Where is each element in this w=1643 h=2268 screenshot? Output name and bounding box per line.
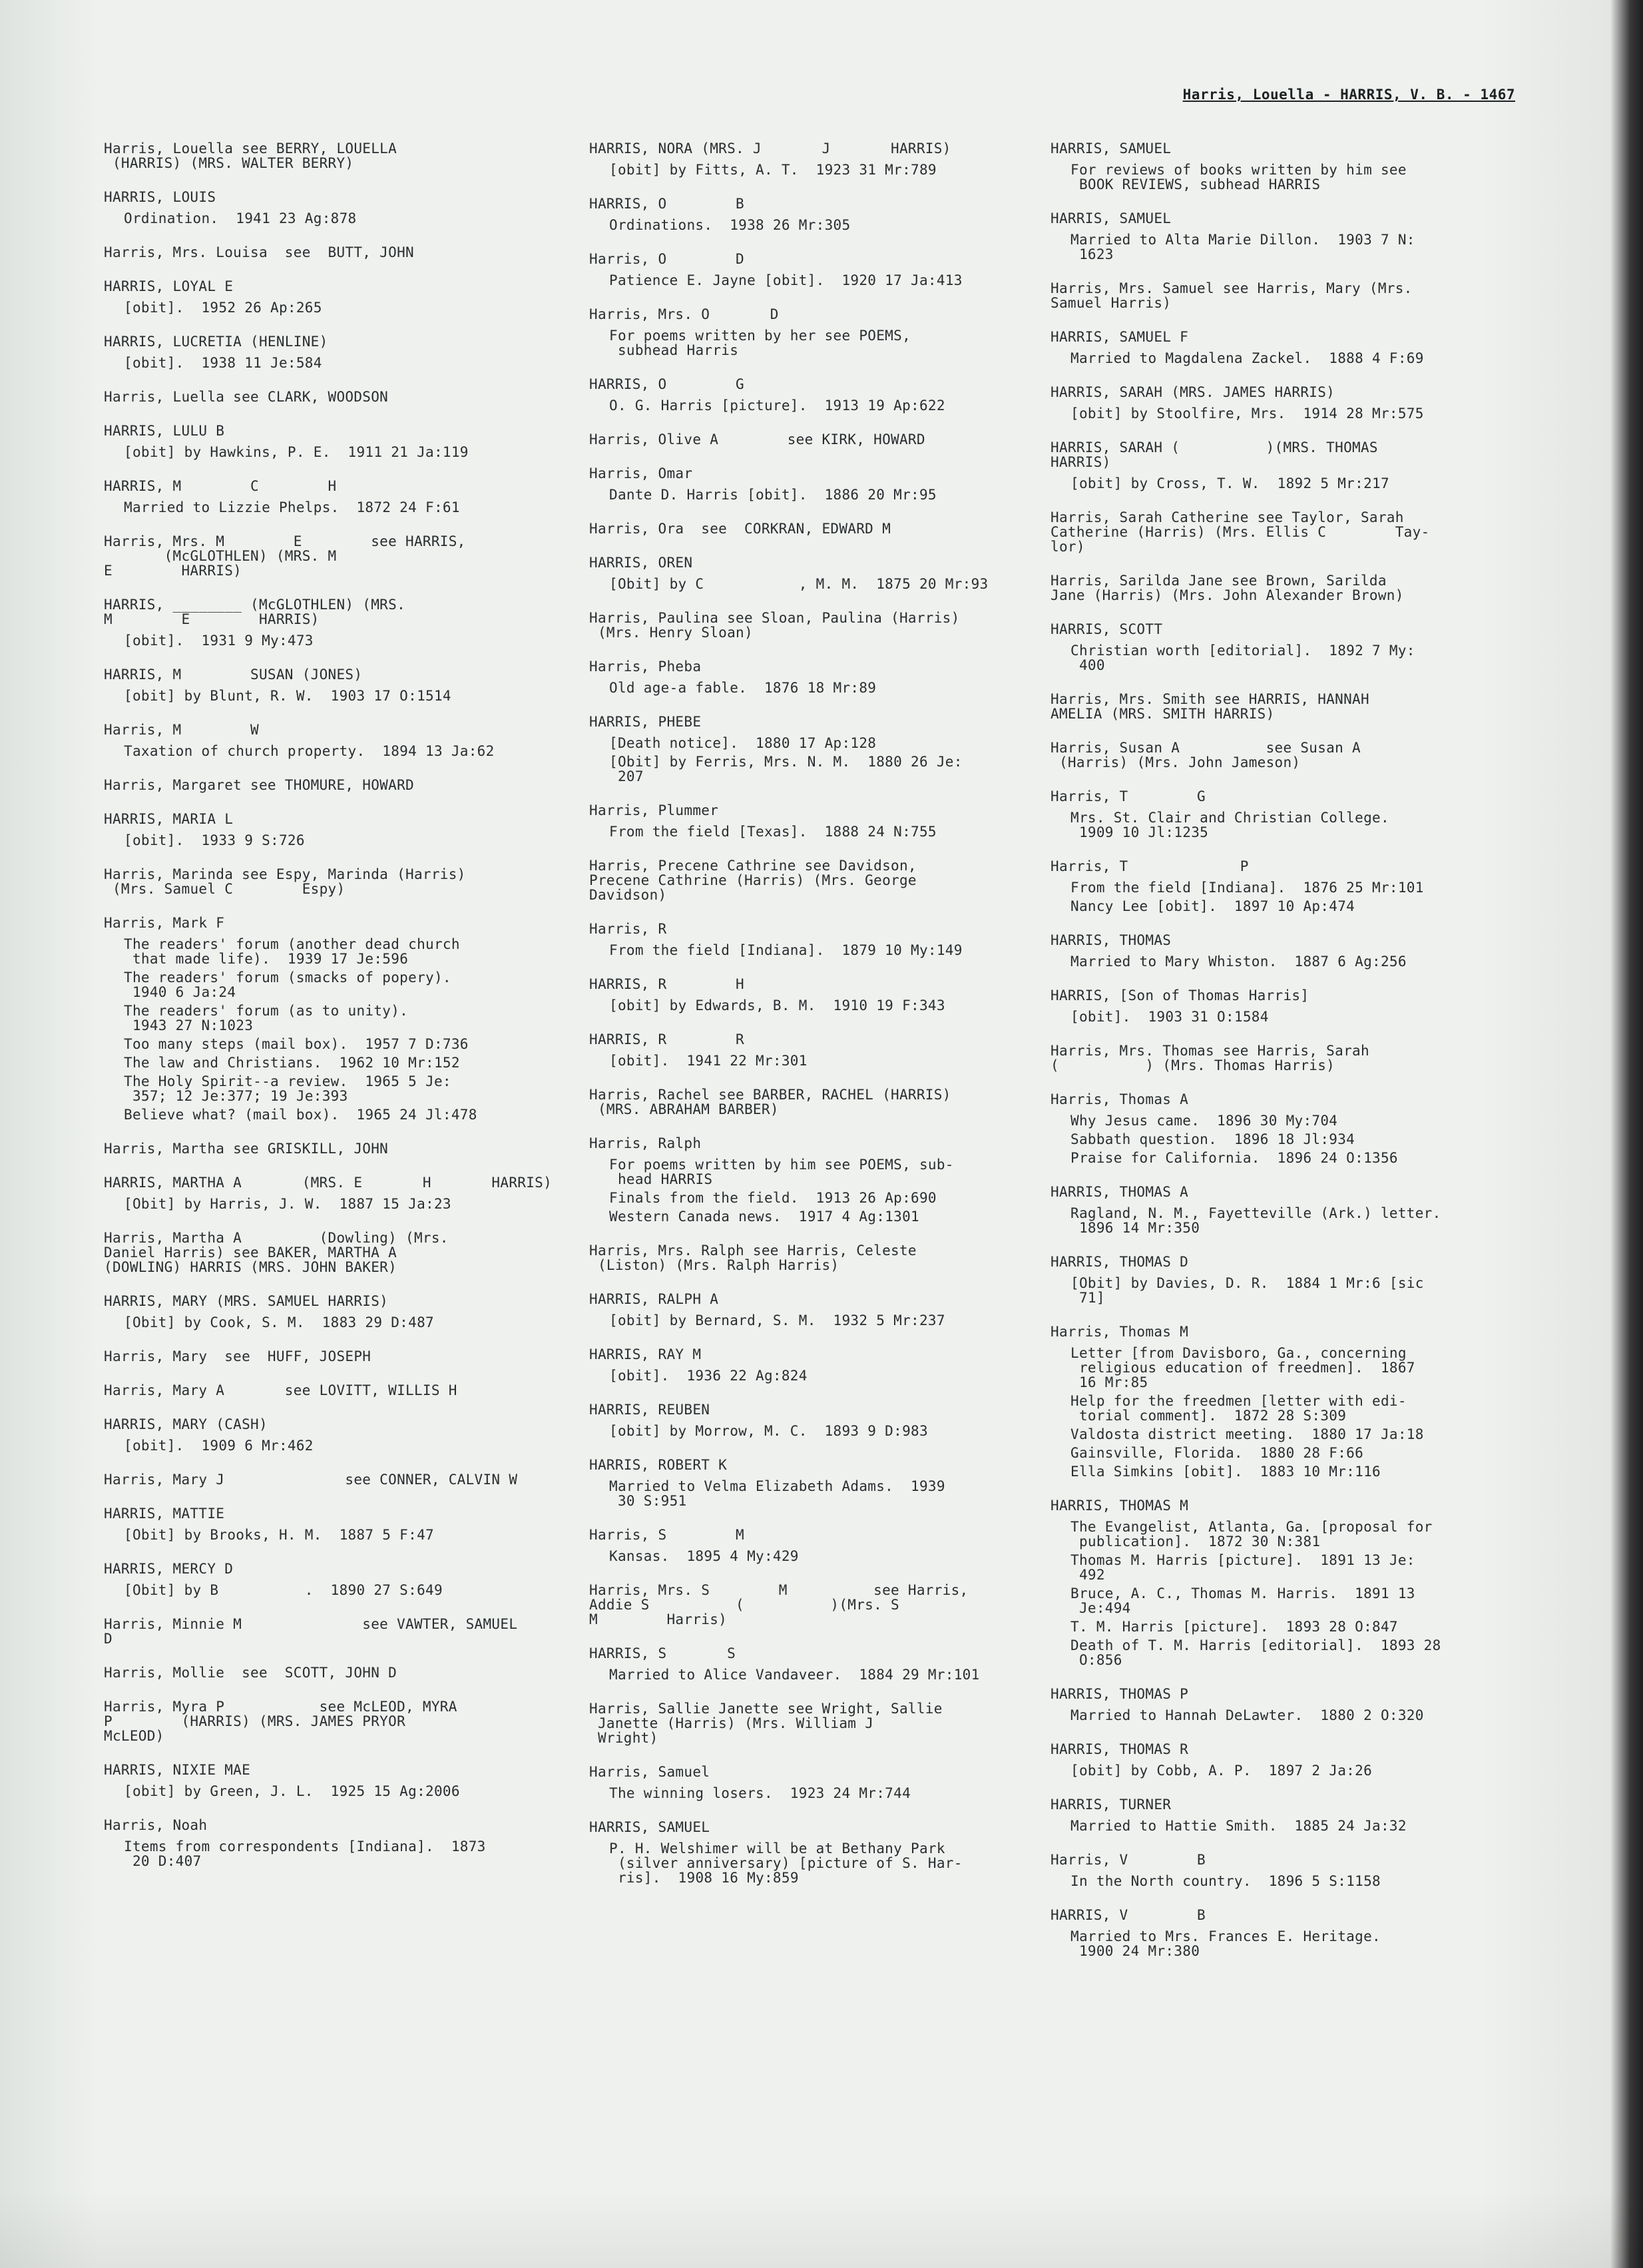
entry-heading: HARRIS, THOMAS M (1051, 1498, 1189, 1514)
entry-citation: Letter [from Davisboro, Ga., concerning religious education of freedmen]. 1867 16 Mr:85 (1070, 1345, 1415, 1390)
entry-heading: HARRIS, SARAH ( )(MRS. THOMAS HARRIS) (1051, 439, 1378, 470)
index-entry (104, 424, 583, 459)
index-entry (104, 1231, 583, 1275)
entry-heading: Harris, Rachel see BARBER, RACHEL (HARRIS) (MRS. ABRAHAM BARBER) (589, 1087, 951, 1117)
entry-heading: HARRIS, RALPH A (589, 1291, 719, 1307)
entry-heading: HARRIS, S S (589, 1645, 736, 1661)
entry-heading: Harris, Mrs. Thomas see Harris, Sarah ( ) (Mrs. Thomas Harris) (1051, 1043, 1369, 1073)
index-column-2 (589, 141, 1068, 1904)
index-entry (589, 1701, 1068, 1745)
entry-heading: HARRIS, M C H (104, 478, 337, 494)
entry-citation: Finals from the field. 1913 26 Ap:690 (609, 1190, 937, 1206)
index-entry (1051, 1324, 1530, 1479)
entry-heading: Harris, R (589, 921, 667, 937)
index-entry (1051, 622, 1530, 673)
entry-citation: Bruce, A. C., Thomas M. Harris. 1891 13 Je:494 (1070, 1585, 1415, 1616)
entry-heading: Harris, Thomas M (1051, 1324, 1189, 1340)
entry-citation: [obit] by Fitts, A. T. 1923 31 Mr:789 (609, 162, 937, 178)
entry-citation: From the field [Indiana]. 1879 10 My:149 (609, 942, 963, 958)
entry-heading: HARRIS, SAMUEL F (1051, 329, 1189, 345)
entry-heading: Harris, S M (589, 1527, 744, 1543)
index-entry (589, 1402, 1068, 1438)
entry-heading: HARRIS, PHEBE (589, 714, 702, 730)
entry-heading: HARRIS, M SUSAN (JONES) (104, 667, 363, 683)
entry-citation: Kansas. 1895 4 My:429 (609, 1548, 799, 1564)
entry-citation: From the field [Indiana]. 1876 25 Mr:101 (1070, 880, 1424, 896)
index-entry (104, 1818, 583, 1868)
entry-heading: Harris, Myra P see McLEOD, MYRA P (HARRIS) (MRS. JAMES PRYOR McLEOD) (104, 1699, 457, 1744)
entry-heading: HARRIS, R R (589, 1031, 744, 1047)
entry-heading: HARRIS, THOMAS P (1051, 1686, 1189, 1702)
index-entry (589, 1820, 1068, 1885)
index-entry (1051, 141, 1530, 192)
index-entry (589, 611, 1068, 640)
entry-heading: Harris, T G (1051, 788, 1206, 804)
index-column-3 (1051, 141, 1530, 1978)
entry-citation: [Obit] by Brooks, H. M. 1887 5 F:47 (124, 1527, 434, 1543)
entry-citation: [Death notice]. 1880 17 Ap:128 (609, 735, 877, 751)
index-entry (1051, 1255, 1530, 1305)
index-entry (1051, 510, 1530, 554)
index-entry (104, 334, 583, 370)
entry-heading: Harris, Sarilda Jane see Brown, Sarilda Jane (Harris) (Mrs. John Alexander Brown) (1051, 573, 1404, 603)
entry-citation: Married to Alice Vandaveer. 1884 29 Mr:101 (609, 1667, 980, 1683)
index-entry (104, 867, 583, 896)
entry-citation: The winning losers. 1923 24 Mr:744 (609, 1785, 911, 1801)
index-entry (104, 916, 583, 1122)
entry-heading: Harris, Sallie Janette see Wright, Sallie Janette (Harris) (Mrs. William J Wright) (589, 1701, 943, 1746)
entry-heading: Harris, Olive A see KIRK, HOWARD (589, 431, 925, 447)
index-entry (589, 466, 1068, 502)
index-entry (1051, 1185, 1530, 1235)
entry-heading: HARRIS, LOUIS (104, 189, 216, 205)
entry-heading: HARRIS, NIXIE MAE (104, 1762, 251, 1778)
index-entry (1051, 1742, 1530, 1778)
index-entry (1051, 440, 1530, 491)
index-entry (104, 1383, 583, 1398)
index-entry (1051, 1687, 1530, 1723)
entry-heading: HARRIS, SAMUEL (589, 1819, 710, 1835)
entry-citation: [obit] by Bernard, S. M. 1932 5 Mr:237 (609, 1312, 945, 1328)
index-entry (589, 1646, 1068, 1682)
entry-citation: Married to Lizzie Phelps. 1872 24 F:61 (124, 499, 460, 515)
entry-citation: The readers' forum (smacks of popery). 1940 6 Ja:24 (124, 970, 451, 1000)
index-entry (589, 377, 1068, 413)
entry-citation: [Obit] by Harris, J. W. 1887 15 Ja:23 (124, 1196, 451, 1212)
entry-heading: HARRIS, OREN (589, 555, 693, 571)
index-entry (1051, 1908, 1530, 1958)
entry-citation: Ella Simkins [obit]. 1883 10 Mr:116 (1070, 1464, 1381, 1480)
entry-citation: Ordination. 1941 23 Ag:878 (124, 210, 357, 226)
entry-heading: HARRIS, LOYAL E (104, 278, 234, 294)
entry-heading: HARRIS, LULU B (104, 423, 225, 439)
index-entry (589, 1032, 1068, 1068)
entry-heading: Harris, Mrs. M E see HARRIS, (McGLOTHLEN) (MRS. M E HARRIS) (104, 533, 466, 579)
entry-heading: Harris, Precene Cathrine see Davidson, Precene Cathrine (Harris) (Mrs. George Davidson) (589, 858, 917, 903)
index-entry (104, 1617, 583, 1646)
entry-citation: [Obit] by Ferris, Mrs. N. M. 1880 26 Je: 207 (609, 754, 963, 784)
index-entry (1051, 281, 1530, 310)
entry-heading: HARRIS, O G (589, 376, 744, 392)
entry-heading: Harris, Plummer (589, 802, 719, 818)
entry-heading: Harris, Sarah Catherine see Taylor, Sarah Catherine (Harris) (Mrs. Ellis C Tay- lor) (1051, 509, 1430, 555)
index-entry (104, 279, 583, 315)
index-entry (589, 659, 1068, 695)
entry-heading: Harris, T P (1051, 858, 1249, 874)
entry-heading: HARRIS, REUBEN (589, 1402, 710, 1418)
entry-heading: HARRIS, SAMUEL (1051, 210, 1172, 226)
entry-heading: Harris, Margaret see THOMURE, HOWARD (104, 777, 414, 793)
entry-citation: Married to Hattie Smith. 1885 24 Ja:32 (1070, 1818, 1407, 1834)
entry-citation: Sabbath question. 1896 18 Jl:934 (1070, 1131, 1355, 1147)
entry-citation: [obit]. 1952 26 Ap:265 (124, 300, 322, 316)
entry-citation: Thomas M. Harris [picture]. 1891 13 Je: 492 (1070, 1552, 1415, 1583)
index-entry (104, 245, 583, 260)
entry-heading: Harris, Mrs. Louisa see BUTT, JOHN (104, 244, 414, 260)
entry-citation: Ragland, N. M., Fayetteville (Ark.) letter. 1896 14 Mr:350 (1070, 1205, 1441, 1236)
entry-heading: Harris, Mary A see LOVITT, WILLIS H (104, 1382, 457, 1398)
entry-citation: T. M. Harris [picture]. 1893 28 O:847 (1070, 1619, 1398, 1635)
index-entry (589, 1347, 1068, 1383)
entry-heading: HARRIS, [Son of Thomas Harris] (1051, 988, 1309, 1003)
entry-citation: Patience E. Jayne [obit]. 1920 17 Ja:413 (609, 272, 963, 288)
entry-citation: Married to Magdalena Zackel. 1888 4 F:69 (1070, 350, 1424, 366)
entry-heading: Harris, Mark F (104, 915, 225, 931)
entry-heading: Harris, Marinda see Espy, Marinda (Harris) (Mrs. Samuel C Espy) (104, 866, 466, 897)
entry-heading: Harris, Luella see CLARK, WOODSON (104, 389, 389, 405)
entry-citation: [Obit] by C , M. M. 1875 20 Mr:93 (609, 576, 989, 592)
entry-heading: Harris, Mrs. Ralph see Harris, Celeste (Liston) (Mrs. Ralph Harris) (589, 1243, 917, 1273)
index-entry (589, 432, 1068, 447)
index-entry (589, 1087, 1068, 1117)
entry-citation: In the North country. 1896 5 S:1158 (1070, 1873, 1381, 1889)
entry-citation: Western Canada news. 1917 4 Ag:1301 (609, 1209, 919, 1225)
index-entry (589, 1765, 1068, 1801)
index-entry (104, 534, 583, 578)
entry-heading: Harris, Samuel (589, 1764, 710, 1780)
index-entry (589, 977, 1068, 1013)
entry-heading: Harris, V B (1051, 1852, 1206, 1868)
index-entry (1051, 1797, 1530, 1833)
entry-heading: Harris, Omar (589, 465, 693, 481)
index-entry (1051, 859, 1530, 914)
entry-citation: Taxation of church property. 1894 13 Ja:62 (124, 743, 495, 759)
entry-heading: HARRIS, RAY M (589, 1346, 702, 1362)
entry-citation: Why Jesus came. 1896 30 My:704 (1070, 1113, 1338, 1129)
index-entry (1051, 1043, 1530, 1073)
index-entry (104, 597, 583, 648)
entry-citation: For poems written by her see POEMS, subhead Harris (609, 328, 911, 358)
index-entry (1051, 330, 1530, 366)
index-entry (104, 1175, 583, 1211)
index-entry (589, 1136, 1068, 1224)
index-entry (589, 858, 1068, 902)
index-entry (589, 1243, 1068, 1273)
entry-heading: Harris, Paulina see Sloan, Paulina (Harris) (Mrs. Henry Sloan) (589, 610, 960, 641)
index-entry (1051, 789, 1530, 840)
entry-citation: [obit] by Hawkins, P. E. 1911 21 Ja:119 (124, 444, 469, 460)
index-entry (589, 714, 1068, 784)
entry-citation: [obit] by Green, J. L. 1925 15 Ag:2006 (124, 1783, 460, 1799)
entry-heading: Harris, Martha A (Dowling) (Mrs. Daniel Harris) see BAKER, MARTHA A (DOWLING) HARRIS (MRS. JOHN BAKER) (104, 1230, 449, 1275)
entry-heading: Harris, Mrs. O D (589, 306, 779, 322)
entry-heading: HARRIS, TURNER (1051, 1797, 1172, 1813)
entry-heading: Harris, Mary J see CONNER, CALVIN W (104, 1472, 518, 1488)
entry-heading: HARRIS, O B (589, 196, 744, 212)
entry-heading: HARRIS, MARY (CASH) (104, 1416, 268, 1432)
index-entry (1051, 933, 1530, 969)
index-entry (104, 1763, 583, 1799)
entry-heading: Harris, Pheba (589, 659, 702, 675)
entry-heading: Harris, M W (104, 722, 259, 738)
index-entry (589, 1528, 1068, 1563)
index-entry (104, 812, 583, 848)
entry-heading: Harris, Minnie M see VAWTER, SAMUEL D (104, 1616, 518, 1647)
entry-citation: [obit] by Cobb, A. P. 1897 2 Ja:26 (1070, 1763, 1373, 1779)
entry-heading: Harris, Ora see CORKRAN, EDWARD M (589, 521, 891, 537)
index-entry (104, 1294, 583, 1330)
entry-citation: Believe what? (mail box). 1965 24 Jl:478 (124, 1107, 477, 1123)
entry-heading: HARRIS, THOMAS D (1051, 1254, 1189, 1270)
entry-heading: Harris, O D (589, 251, 744, 267)
entry-citation: From the field [Texas]. 1888 24 N:755 (609, 824, 937, 840)
entry-citation: The Evangelist, Atlanta, Ga. [proposal for publication]. 1872 30 N:381 (1070, 1519, 1433, 1550)
entry-citation: O. G. Harris [picture]. 1913 19 Ap:622 (609, 398, 945, 414)
entry-citation: Gainsville, Florida. 1880 28 F:66 (1070, 1445, 1364, 1461)
entry-heading: HARRIS, MERCY D (104, 1561, 234, 1577)
entry-heading: HARRIS, THOMAS R (1051, 1741, 1189, 1757)
index-entry (104, 1506, 583, 1542)
entry-citation: [obit]. 1941 22 Mr:301 (609, 1053, 808, 1069)
entry-heading: Harris, Ralph (589, 1135, 702, 1151)
entry-heading: HARRIS, MARY (MRS. SAMUEL HARRIS) (104, 1293, 389, 1309)
index-entry (1051, 1092, 1530, 1165)
index-entry (1051, 1852, 1530, 1888)
entry-citation: For reviews of books written by him see BOOK REVIEWS, subhead HARRIS (1070, 162, 1407, 192)
index-entry (1051, 1498, 1530, 1667)
index-entry (104, 1665, 583, 1680)
entry-heading: HARRIS, THOMAS A (1051, 1184, 1189, 1200)
entry-citation: [obit] by Morrow, M. C. 1893 9 D:983 (609, 1423, 928, 1439)
entry-citation: [obit]. 1936 22 Ag:824 (609, 1368, 808, 1384)
entry-heading: HARRIS, THOMAS (1051, 932, 1172, 948)
index-entry (1051, 573, 1530, 603)
index-entry (589, 555, 1068, 591)
entry-heading: HARRIS, ________ (McGLOTHLEN) (MRS. M E HARRIS) (104, 597, 406, 627)
index-entry (589, 1292, 1068, 1328)
entry-heading: HARRIS, R H (589, 976, 744, 992)
entry-citation: Dante D. Harris [obit]. 1886 20 Mr:95 (609, 487, 937, 503)
entry-citation: [Obit] by Cook, S. M. 1883 29 D:487 (124, 1314, 434, 1330)
index-entry (589, 1583, 1068, 1627)
entry-citation: [obit] by Blunt, R. W. 1903 17 O:1514 (124, 688, 451, 704)
entry-citation: Married to Velma Elizabeth Adams. 1939 30 S:951 (609, 1478, 945, 1509)
entry-citation: [obit]. 1909 6 Mr:462 (124, 1438, 314, 1454)
entry-citation: For poems written by him see POEMS, sub- head HARRIS (609, 1157, 954, 1187)
entry-citation: The readers' forum (another dead church that made life). 1939 17 Je:596 (124, 936, 460, 967)
entry-citation: [obit]. 1938 11 Je:584 (124, 355, 322, 371)
index-entry (589, 1458, 1068, 1508)
index-entry (104, 1699, 583, 1743)
entry-citation: Married to Hannah DeLawter. 1880 2 O:320 (1070, 1707, 1424, 1723)
entry-heading: HARRIS, MARTHA A (MRS. E H HARRIS) (104, 1175, 553, 1191)
entry-citation: Married to Mrs. Frances E. Heritage. 1900 24 Mr:380 (1070, 1928, 1381, 1959)
entry-citation: Old age-a fable. 1876 18 Mr:89 (609, 680, 877, 696)
index-entry (1051, 988, 1530, 1024)
entry-citation: [obit]. 1903 31 O:1584 (1070, 1009, 1269, 1025)
entry-citation: Too many steps (mail box). 1957 7 D:736 (124, 1036, 469, 1052)
index-entry (1051, 692, 1530, 721)
entry-citation: [obit]. 1933 9 S:726 (124, 832, 305, 848)
entry-heading: HARRIS, MATTIE (104, 1506, 225, 1522)
entry-heading: Harris, Martha see GRISKILL, JOHN (104, 1141, 389, 1157)
entry-heading: Harris, Susan A see Susan A (Harris) (Mrs. John Jameson) (1051, 740, 1361, 770)
entry-citation: Nancy Lee [obit]. 1897 10 Ap:474 (1070, 898, 1355, 914)
entry-citation: Items from correspondents [Indiana]. 1873 20 D:407 (124, 1839, 486, 1869)
entry-heading: Harris, Mary see HUFF, JOSEPH (104, 1348, 371, 1364)
index-entry (589, 922, 1068, 958)
entry-citation: [Obit] by B . 1890 27 S:649 (124, 1582, 443, 1598)
entry-heading: Harris, Mollie see SCOTT, JOHN D (104, 1665, 397, 1681)
entry-heading: HARRIS, LUCRETIA (HENLINE) (104, 334, 328, 350)
entry-citation: Valdosta district meeting. 1880 17 Ja:18 (1070, 1426, 1424, 1442)
entry-citation: Christian worth [editorial]. 1892 7 My: 400 (1070, 643, 1415, 673)
entry-citation: [obit] by Stoolfire, Mrs. 1914 28 Mr:575 (1070, 406, 1424, 422)
index-entry (104, 190, 583, 226)
entry-heading: Harris, Mrs. Smith see HARRIS, HANNAH AMELIA (MRS. SMITH HARRIS) (1051, 691, 1369, 722)
entry-heading: HARRIS, V B (1051, 1907, 1206, 1923)
index-entry (104, 141, 583, 170)
entry-heading: Harris, Louella see BERRY, LOUELLA (HARRIS) (MRS. WALTER BERRY) (104, 141, 397, 171)
entry-heading: Harris, Noah (104, 1817, 208, 1833)
index-entry (104, 667, 583, 703)
entry-heading: Harris, Mrs. Samuel see Harris, Mary (Mrs. Samuel Harris) (1051, 280, 1413, 311)
index-entry (104, 722, 583, 758)
entry-heading: Harris, Thomas A (1051, 1091, 1189, 1107)
index-entry (589, 141, 1068, 177)
entry-citation: Praise for California. 1896 24 O:1356 (1070, 1150, 1398, 1166)
entry-citation: The law and Christians. 1962 10 Mr:152 (124, 1055, 460, 1071)
entry-heading: HARRIS, SAMUEL (1051, 141, 1172, 156)
index-entry (589, 307, 1068, 358)
entry-heading: HARRIS, SARAH (MRS. JAMES HARRIS) (1051, 384, 1335, 400)
entry-heading: HARRIS, MARIA L (104, 811, 234, 827)
index-entry (1051, 385, 1530, 421)
index-entry (104, 1472, 583, 1487)
entry-heading: HARRIS, ROBERT K (589, 1457, 728, 1473)
index-entry (104, 479, 583, 515)
entry-citation: [obit] by Cross, T. W. 1892 5 Mr:217 (1070, 475, 1389, 491)
entry-citation: [Obit] by Davies, D. R. 1884 1 Mr:6 [sic 71] (1070, 1275, 1424, 1306)
index-entry (589, 521, 1068, 536)
index-entry (104, 1141, 583, 1156)
index-entry (104, 1417, 583, 1453)
index-entry (104, 390, 583, 404)
entry-citation: Married to Mary Whiston. 1887 6 Ag:256 (1070, 954, 1407, 970)
index-entry (104, 778, 583, 792)
entry-heading: HARRIS, NORA (MRS. J J HARRIS) (589, 141, 951, 156)
index-entry (589, 252, 1068, 288)
entry-citation: [obit]. 1931 9 My:473 (124, 633, 314, 649)
entry-citation: Death of T. M. Harris [editorial]. 1893 28 O:856 (1070, 1637, 1441, 1668)
running-head: Harris, Louella - HARRIS, V. B. - 1467 (1182, 87, 1515, 103)
index-column-1 (104, 141, 583, 1888)
index-entry (1051, 211, 1530, 262)
entry-citation: The Holy Spirit--a review. 1965 5 Je: 357; 12 Je:377; 19 Je:393 (124, 1073, 451, 1104)
entry-citation: Mrs. St. Clair and Christian College. 1909 10 Jl:1235 (1070, 810, 1389, 840)
index-entry (104, 1349, 583, 1364)
index-entry (104, 1561, 583, 1597)
entry-heading: Harris, Mrs. S M see Harris, Addie S ( )(Mrs. S M Harris) (589, 1582, 969, 1627)
index-entry (589, 196, 1068, 232)
entry-citation: The readers' forum (as to unity). 1943 27 N:1023 (124, 1003, 409, 1033)
page-edge-shadow (0, 2191, 1643, 2268)
entry-citation: Married to Alta Marie Dillon. 1903 7 N: 1623 (1070, 232, 1415, 262)
entry-citation: Help for the freedmen [letter with edi- torial comment]. 1872 28 S:309 (1070, 1393, 1407, 1424)
entry-citation: P. H. Welshimer will be at Bethany Park (silver anniversary) [picture of S. Har- ris]. 1908 16 My:859 (609, 1841, 963, 1886)
index-entry (589, 803, 1068, 839)
entry-citation: Ordinations. 1938 26 Mr:305 (609, 217, 851, 233)
index-entry (1051, 740, 1530, 770)
entry-citation: [obit] by Edwards, B. M. 1910 19 F:343 (609, 997, 945, 1013)
entry-heading: HARRIS, SCOTT (1051, 621, 1163, 637)
